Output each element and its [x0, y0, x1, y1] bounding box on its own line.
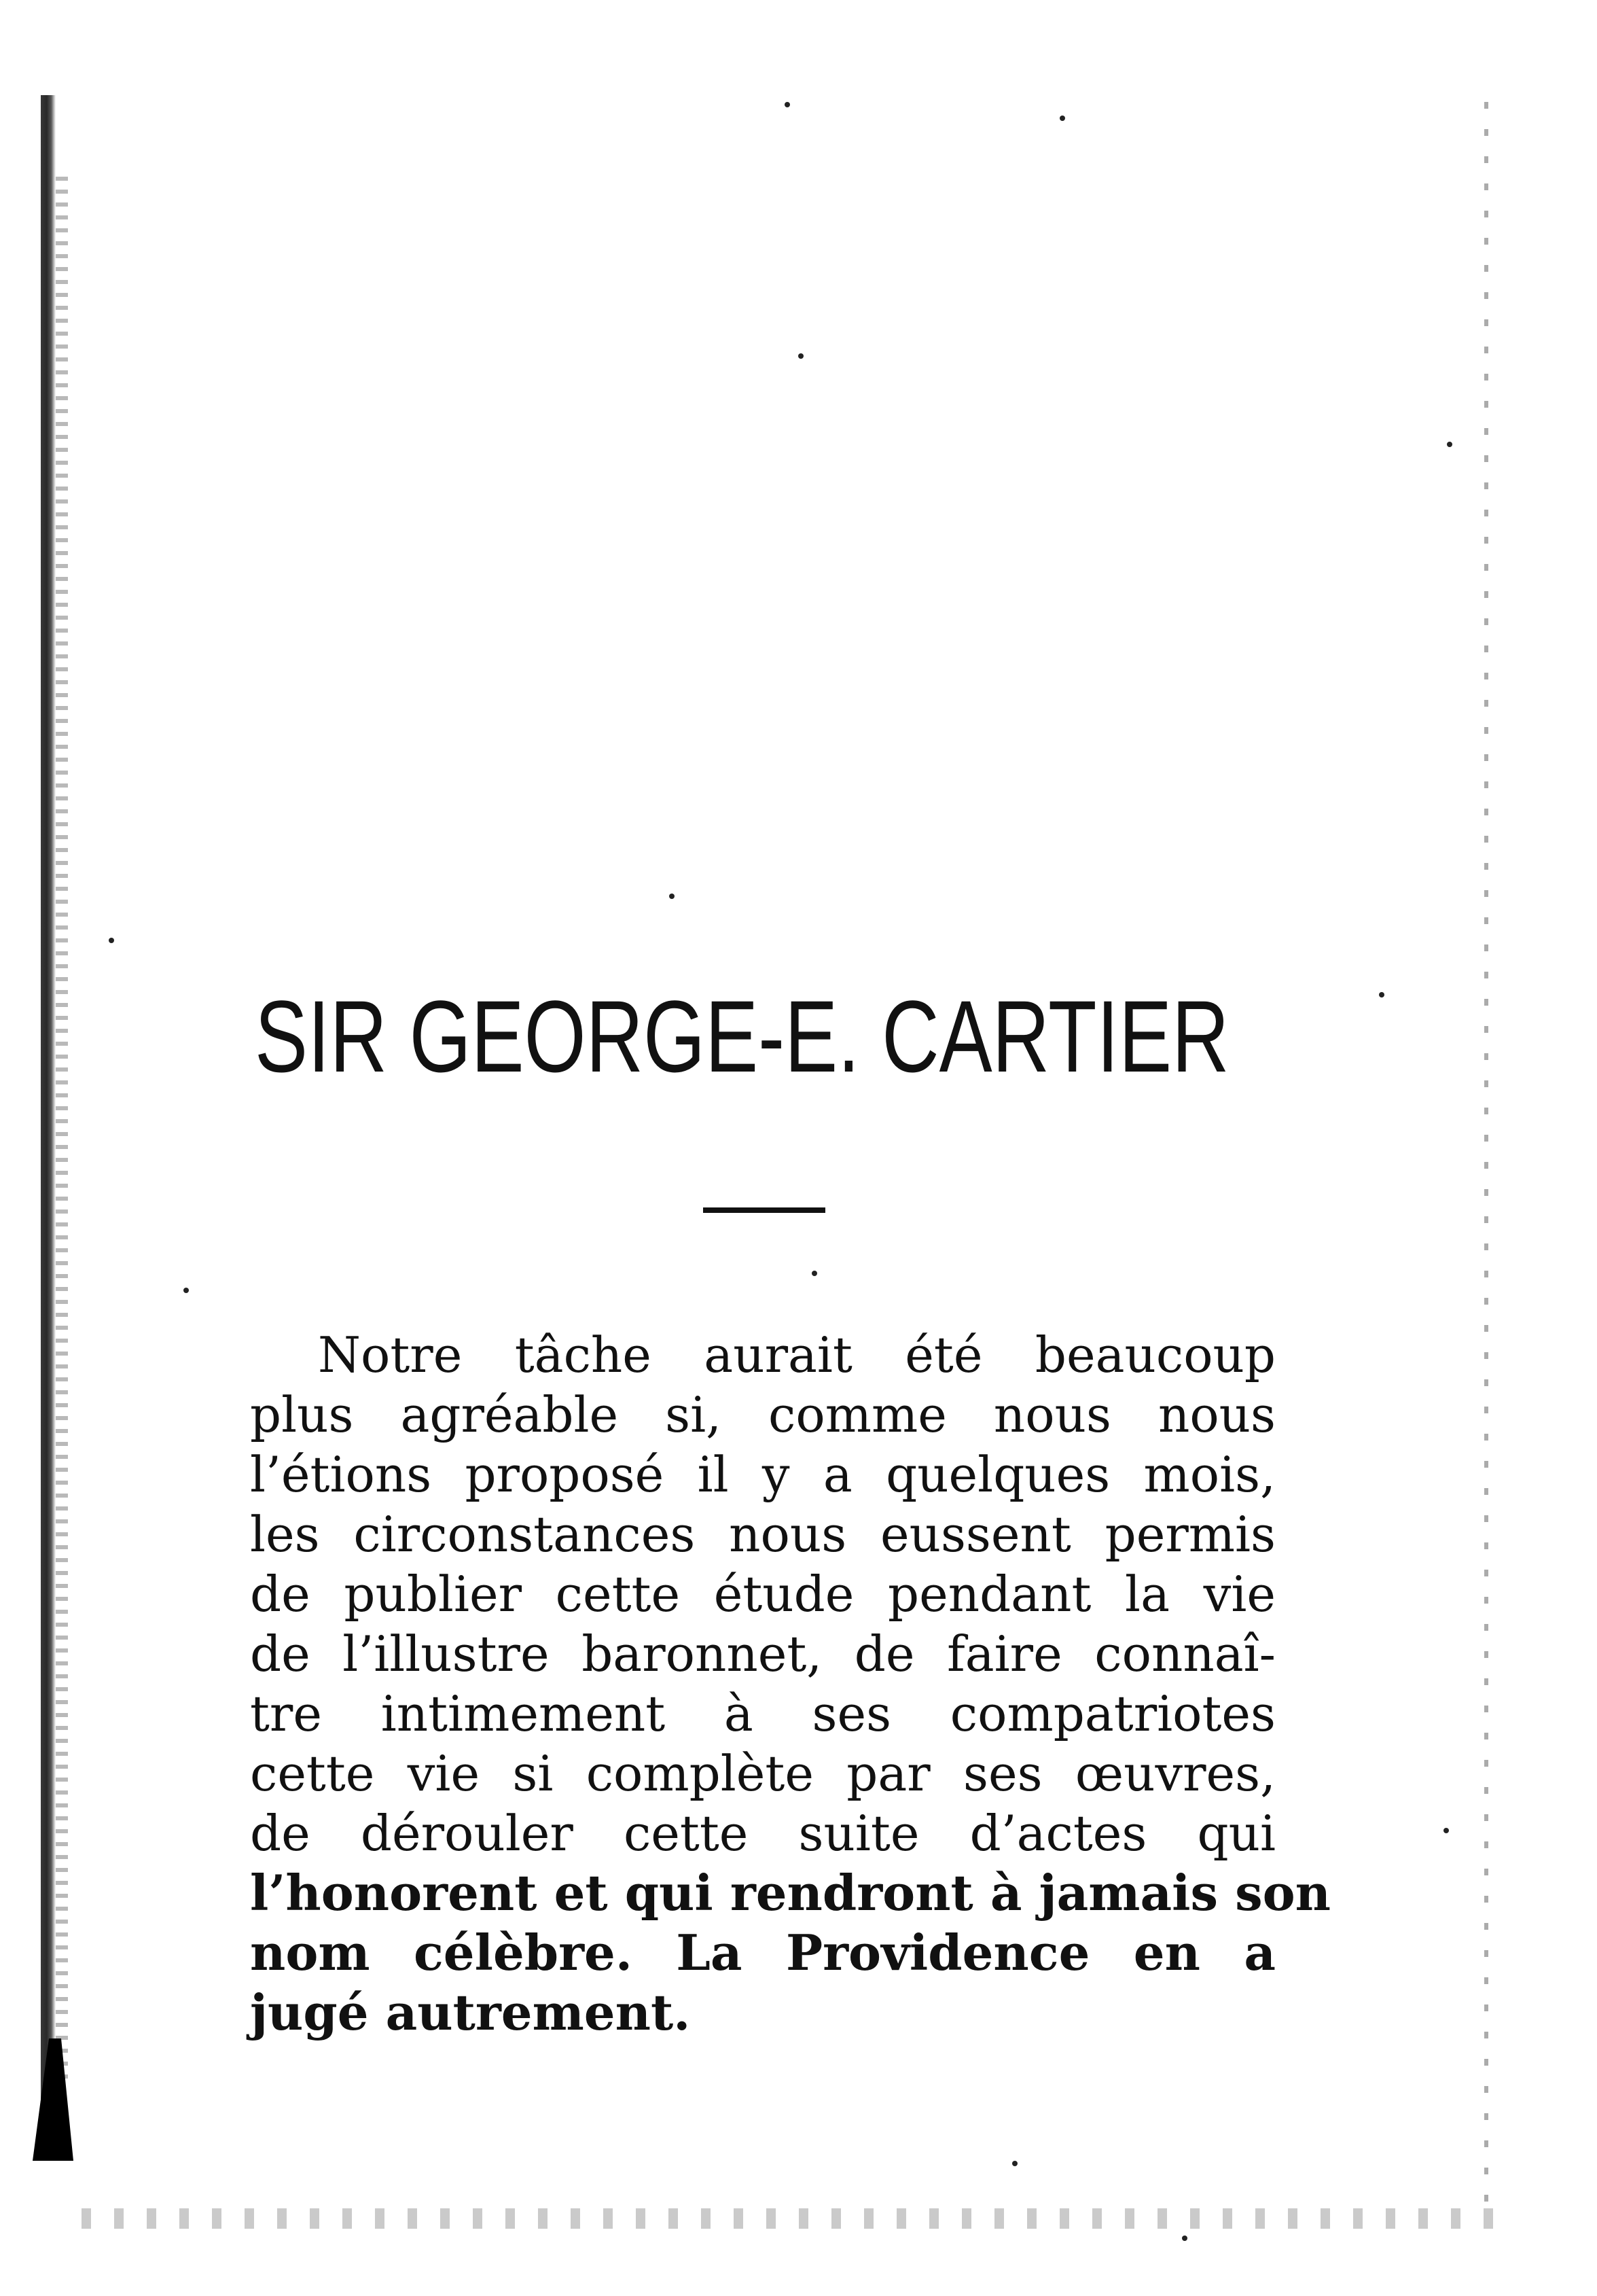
- print-speck: [798, 353, 804, 359]
- paragraph-line: les circonstances nous eussent permis: [250, 1506, 1276, 1563]
- paragraph-line: jugé autrement.: [250, 1983, 691, 2041]
- paragraph-line: nom célèbre. La Providence en a: [250, 1924, 1276, 1981]
- print-speck: [1182, 2236, 1187, 2241]
- right-edge-speckle: [1484, 102, 1488, 2208]
- print-speck: [1060, 116, 1065, 121]
- paragraph-line: de dérouler cette suite d’actes qui: [250, 1805, 1276, 1862]
- paragraph-line: l’étions proposé il y a quelques mois,: [250, 1446, 1276, 1503]
- binding-edge-shadow: [41, 95, 56, 2147]
- paragraph-line: Notre tâche aurait été beaucoup: [318, 1326, 1276, 1383]
- print-speck: [109, 938, 114, 943]
- print-speck: [183, 1288, 189, 1293]
- print-speck: [812, 1271, 817, 1276]
- print-speck: [1447, 442, 1452, 447]
- title-divider: [703, 1207, 825, 1213]
- print-speck: [1443, 1828, 1449, 1833]
- bottom-edge-smudge: [82, 2208, 1494, 2229]
- paragraph-line: plus agréable si, comme nous nous: [250, 1386, 1276, 1443]
- page-title: SIR GEORGE-E. CARTIER: [255, 979, 1230, 1093]
- paragraph-line: cette vie si complète par ses œuvres,: [250, 1745, 1276, 1802]
- print-speck: [1379, 992, 1384, 997]
- paragraph-line: de l’illustre baronnet, de faire connaî-: [250, 1625, 1276, 1682]
- paragraph-line: de publier cette étude pendant la vie: [250, 1566, 1276, 1623]
- paragraph-line: l’honorent et qui rendront à jamais son: [250, 1864, 1331, 1922]
- paragraph-line: tre intimement à ses compatriotes: [250, 1685, 1276, 1742]
- print-speck: [669, 894, 675, 899]
- binding-edge-fringe: [56, 177, 68, 2079]
- print-speck: [1012, 2161, 1018, 2166]
- body-paragraph: [250, 1325, 1331, 2043]
- print-speck: [785, 102, 790, 107]
